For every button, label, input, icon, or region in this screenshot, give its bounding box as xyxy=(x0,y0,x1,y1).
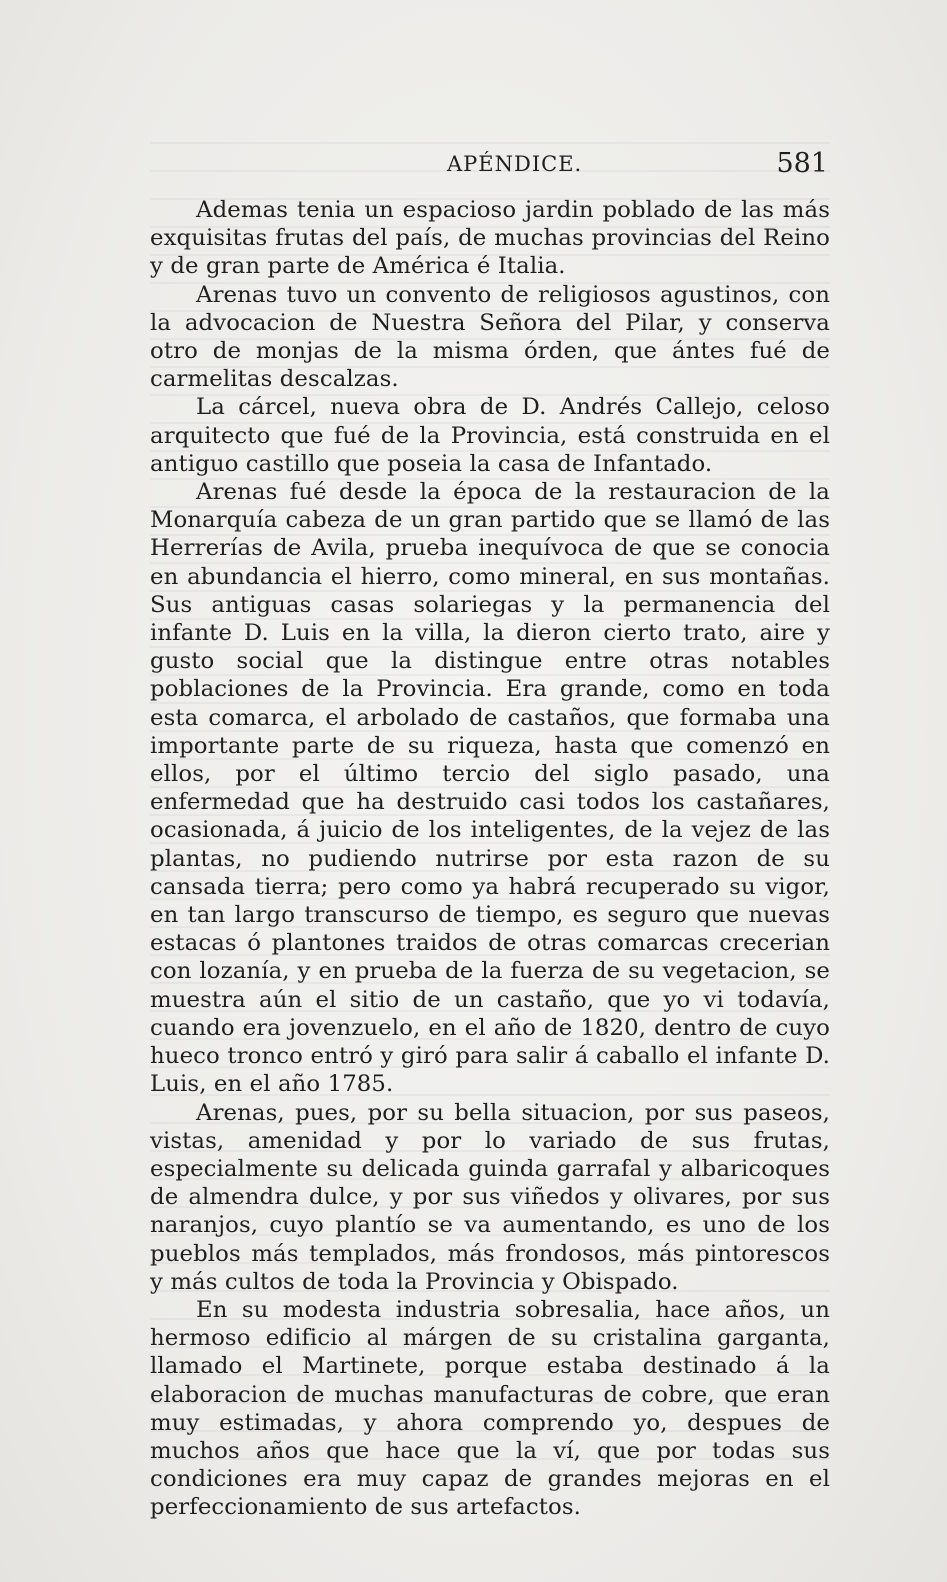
paragraph-carcel: La cárcel, nueva obra de D. Andrés Callejo, celoso arquitecto que fué de la Provincia, está construida en el antiguo castillo que poseia la casa de Infantado. xyxy=(150,394,830,477)
running-head xyxy=(150,148,830,182)
paragraph-herrerias: Arenas fué desde la época de la restauracion de la Monarquía cabeza de un gran partido que se llamó de las Herrerías de Avila, prueba inequívoca de que se conocia en abundancia el hierro, como mineral, en sus montañas. Sus antiguas casas solariegas y la permanencia del infante D. Luis en la villa, la dieron cierto trato, aire y gusto social que la distingue entre otras notables poblaciones de la Provincia. Era grande, como en toda esta comarca, el arbolado de castaños, que formaba una importante parte de su riqueza, hasta que comenzó en ellos, por el último tercio del siglo pasado, una enfermedad que ha destruido casi todos los castañares, ocasionada, á juicio de los inteligentes, de la vejez de las plantas, no pudiendo nutrirse por esta razon de su cansada tierra; pero como ya habrá recuperado su vigor, en tan largo transcurso de tiempo, es seguro que nuevas estacas ó plantones traidos de otras comarcas crecerian con lozanía, y en prueba de la fuerza de su vegetacion, se muestra aún el sitio de un castaño, que yo vi todavía, cuando era jovenzuelo, en el año de 1820, dentro de cuyo hueco tronco entró y giró para salir á caballo el infante D. Luis, en el año 1785. xyxy=(150,479,830,1098)
running-head-title: APÉNDICE. xyxy=(447,152,583,176)
body-text xyxy=(150,196,830,1522)
paragraph-industria: En su modesta industria sobresalia, hace años, un hermoso edificio al márgen de su cristalina garganta, llamado el Martinete, porque estaba destinado á la elaboracion de muchas manufacturas de cobre, que eran muy estimadas, y ahora comprendo yo, despues de muchos años que hace que la ví, que por todas sus condiciones era muy capaz de grandes mejoras en el perfeccionamiento de sus artefactos. xyxy=(150,1296,830,1521)
paragraph-convento: Arenas tuvo un convento de religiosos agustinos, con la advocacion de Nuestra Señora del Pilar, y conserva otro de monjas de la misma órden, que ántes fué de carmelitas descalzas. xyxy=(150,281,830,393)
page-number: 581 xyxy=(776,148,828,179)
paragraph-situacion: Arenas, pues, por su bella situacion, por sus paseos, vistas, amenidad y por lo variado de sus frutas, especialmente su delicada guinda garrafal y albaricoques de almendra dulce, y por sus viñedos y olivares, por sus naranjos, cuyo plantío se va aumentando, es uno de los pueblos más templados, más frondosos, más pintorescos y más cultos de toda la Provincia y Obispado. xyxy=(150,1099,830,1295)
paragraph-jardin: Ademas tenia un espacioso jardin poblado de las más exquisitas frutas del país, de muchas provincias del Reino y de gran parte de América é Italia. xyxy=(150,197,830,280)
